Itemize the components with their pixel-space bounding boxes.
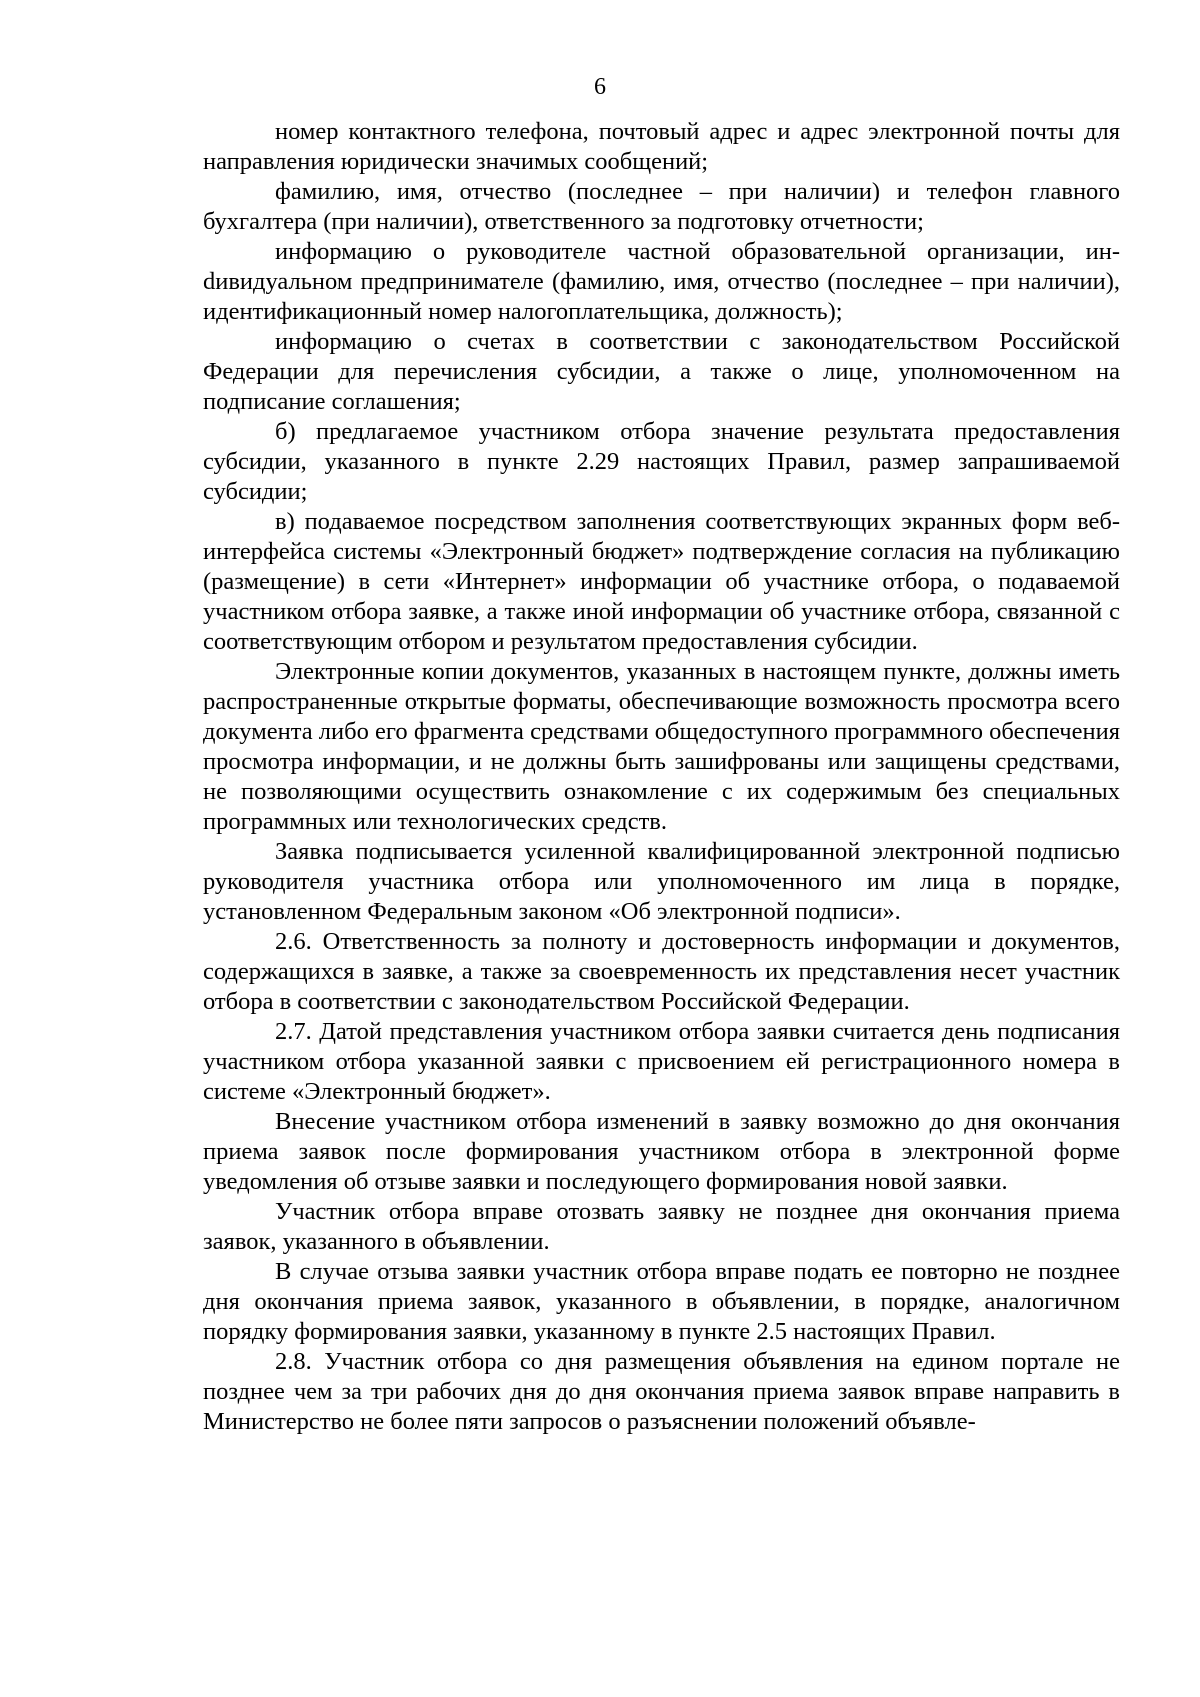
paragraph-contact-info: номер контактного телефона, почтовый адрес и адрес электронной почты для направления юридически значимых сообщений; xyxy=(203,118,1120,175)
paragraph-section-2-8: 2.8. Участник отбора со дня размещения объявления на едином портале не позднее чем за три рабочих дня до дня окончания приема заявок вправе направить в Министерство не более пяти запросов о разъяснении положений объявле- xyxy=(203,1348,1120,1435)
paragraph-resubmission: В случае отзыва заявки участник отбора вправе подать ее повторно не позднее дня окончания приема заявок, указанного в объявлении, в порядке, аналогичном порядку формирования заявки, указанному в пункте 2.5 настоящих Правил. xyxy=(203,1258,1120,1345)
paragraph-head-info: информацию о руководителе частной образовательной организации, инdивидуальном предпринимателе (фамилию, имя, отчество (последнее – при наличии), идентификационный номер налогоплательщика, должность); xyxy=(203,238,1120,325)
page-number: 6 xyxy=(594,74,606,100)
paragraph-chief-accountant: фамилию, имя, отчество (последнее – при наличии) и телефон главного бухгалтера (при наличии), ответственного за подготовку отчетности; xyxy=(203,178,1120,235)
paragraph-item-b: б) предлагаемое участником отбора значение результата предоставления субсидии, указанного в пункте 2.29 настоящих Правил, размер запрашиваемой субсидии; xyxy=(203,418,1120,505)
paragraph-signature: Заявка подписывается усиленной квалифицированной электронной подписью руководителя участника отбора или уполномоченного им лица в порядке, установленном Федеральным законом «Об электронной подписи». xyxy=(203,838,1120,925)
paragraph-accounts-info: информацию о счетах в соответствии с законодательством Российской Федерации для перечисления субсидии, а также о лице, уполномоченном на подписание соглашения; xyxy=(203,328,1120,415)
document-body xyxy=(203,117,1120,1437)
paragraph-item-v: в) подаваемое посредством заполнения соответствующих экранных форм веб-интерфейса системы «Электронный бюджет» подтверждение согласия на публикацию (размещение) в сети «Интернет» информации об участнике отбора, о подаваемой участником отбора заявке, а также иной информации об участнике отбора, связанной с соответствующим отбором и результатом предоставления субсидии. xyxy=(203,508,1120,655)
paragraph-application-changes: Внесение участником отбора изменений в заявку возможно до дня окончания приема заявок после формирования участником отбора в электронной форме уведомления об отзыве заявки и последующего формирования новой заявки. xyxy=(203,1108,1120,1195)
paragraph-electronic-copies: Электронные копии документов, указанных в настоящем пункте, должны иметь распространенные открытые форматы, обеспечивающие возможность просмотра всего документа либо его фрагмента средствами общедоступного программного обеспечения просмотра информации, и не должны быть зашифрованы или защищены средствами, не позволяющими осуществить ознакомление с их содержимым без специальных программных или технологических средств. xyxy=(203,658,1120,835)
paragraph-withdrawal: Участник отбора вправе отозвать заявку не позднее дня окончания приема заявок, указанного в объявлении. xyxy=(203,1198,1120,1255)
paragraph-section-2-7: 2.7. Датой представления участником отбора заявки считается день подписания участником отбора указанной заявки с присвоением ей регистрационного номера в системе «Электронный бюджет». xyxy=(203,1018,1120,1105)
paragraph-section-2-6: 2.6. Ответственность за полноту и достоверность информации и документов, содержащихся в заявке, а также за своевременность их представления несет участник отбора в соответствии с законодательством Российской Федерации. xyxy=(203,928,1120,1015)
